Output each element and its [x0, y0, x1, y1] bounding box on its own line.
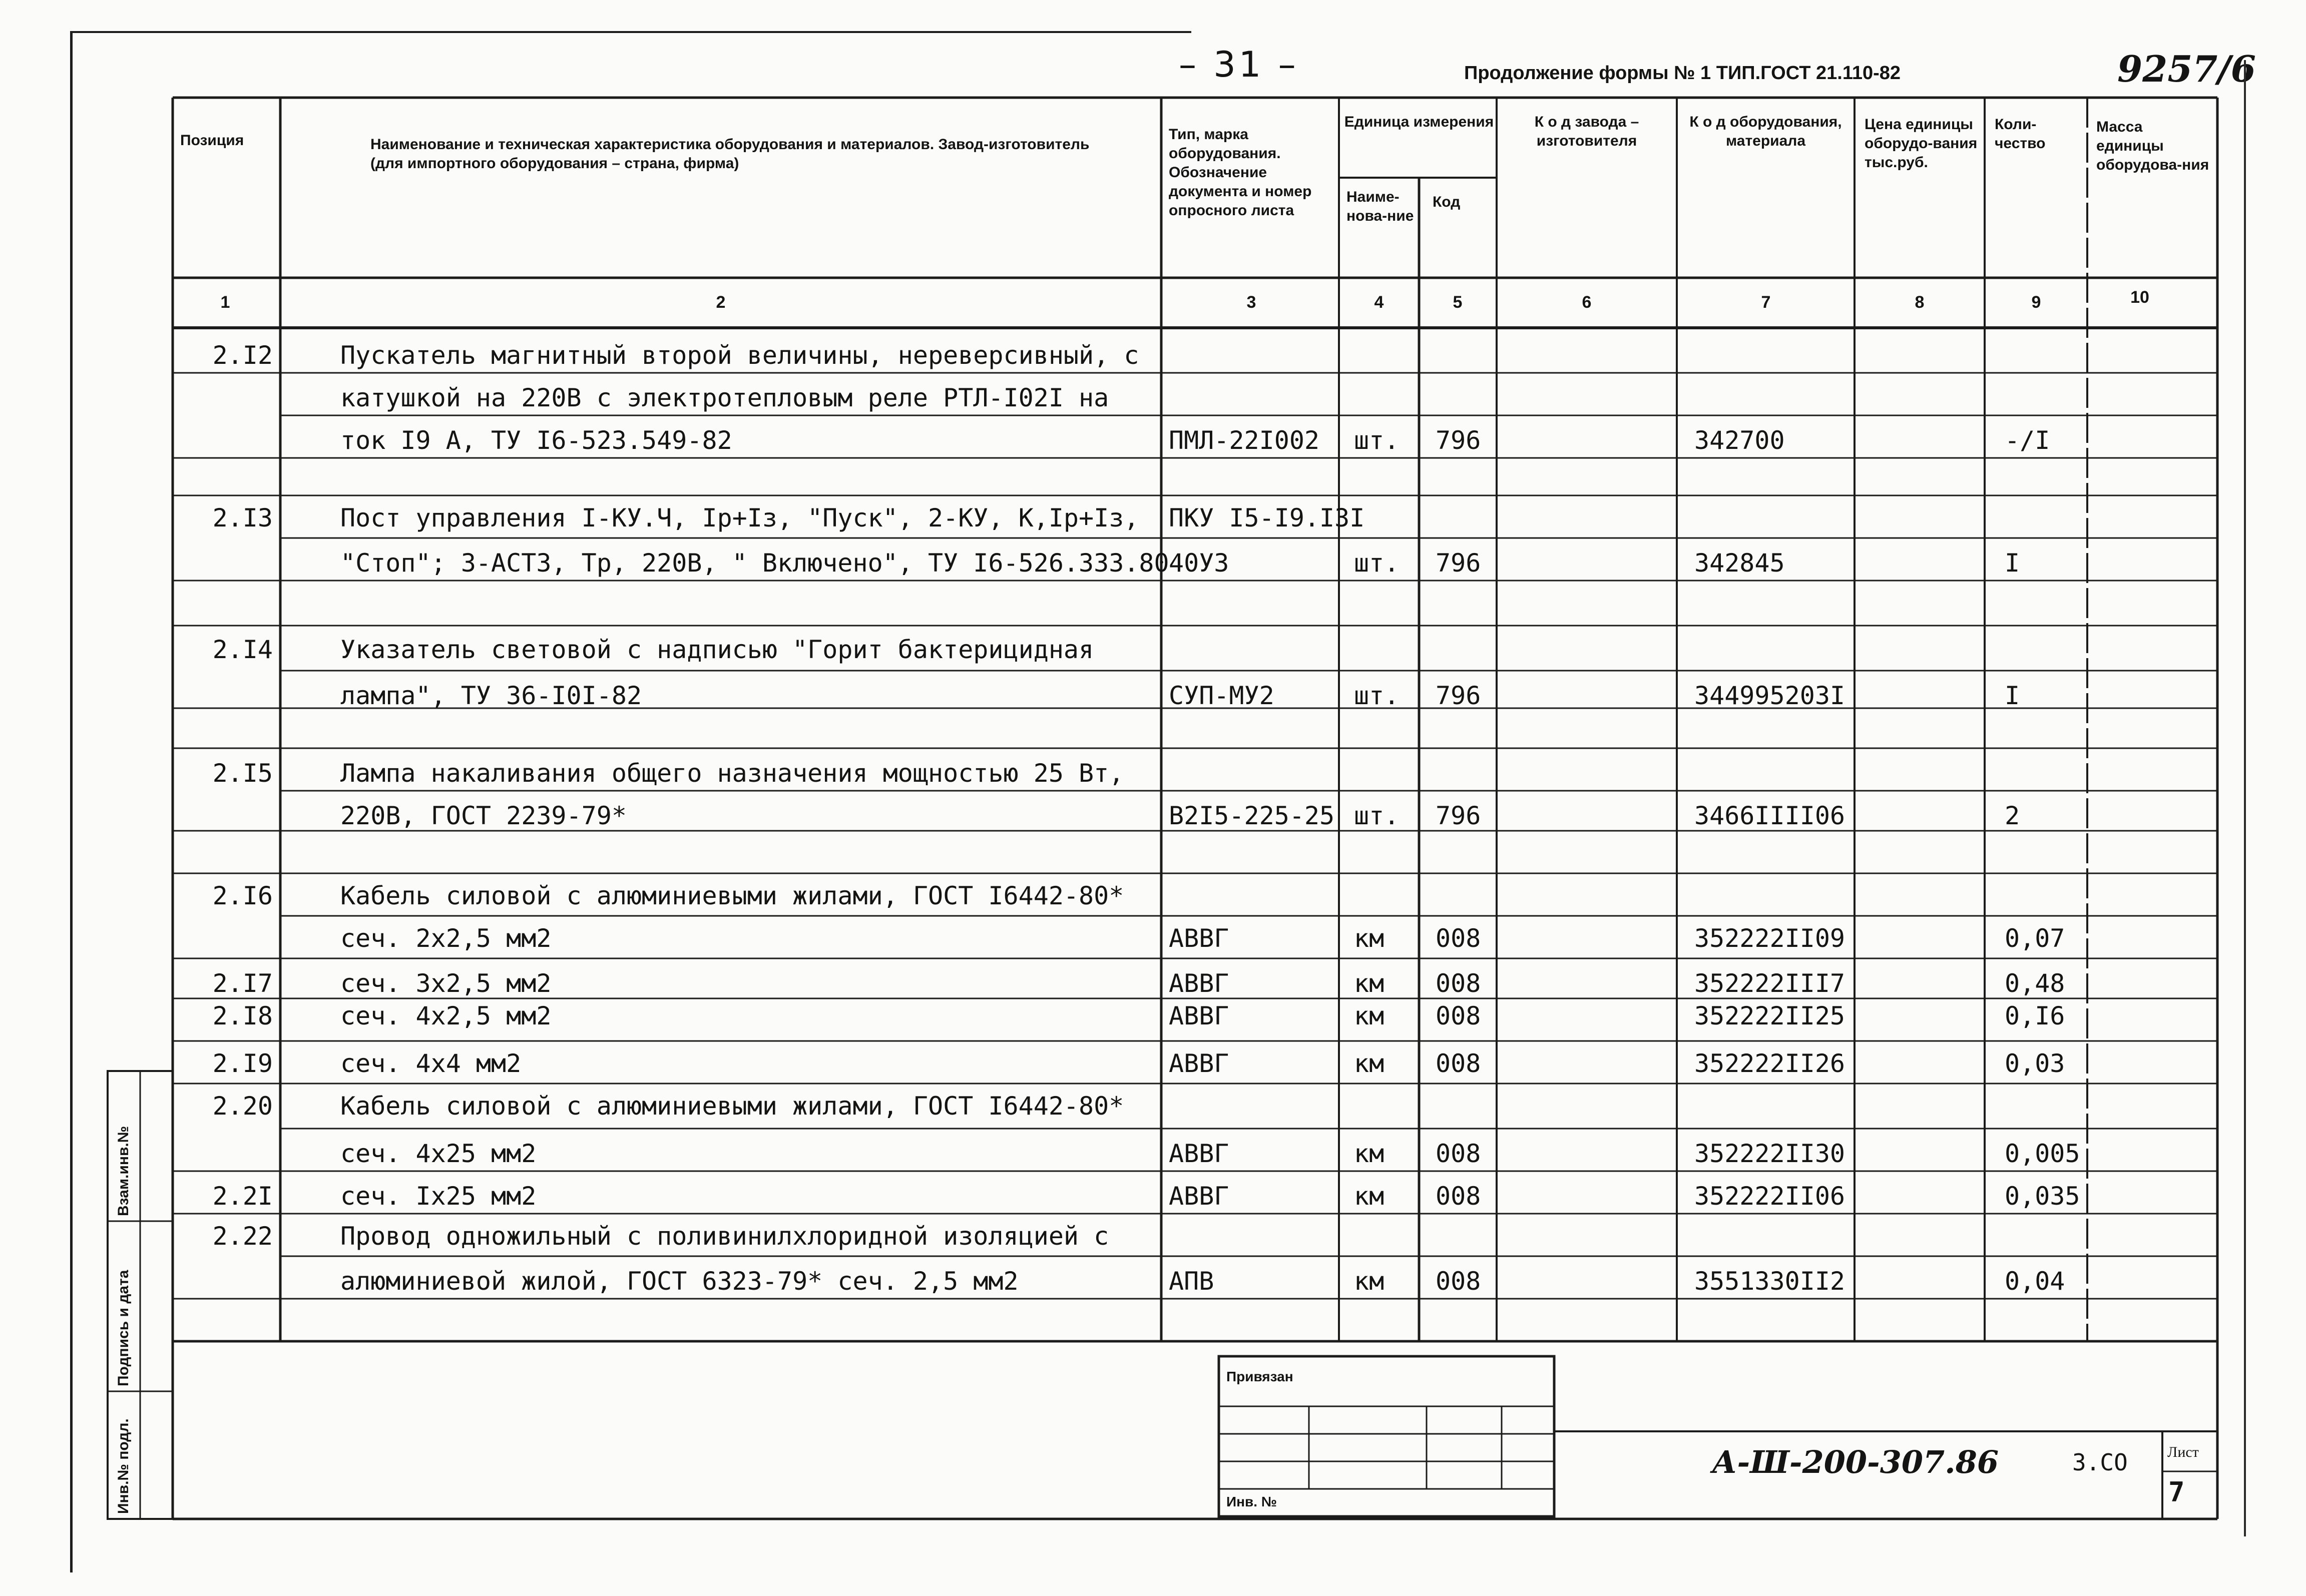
row-material-code: 344995203I [1694, 681, 1846, 710]
row-material-code: 352222II06 [1694, 1182, 1846, 1211]
row-unit-code: 796 [1436, 549, 1481, 578]
column-number: 5 [1453, 293, 1463, 312]
header-position: Позиция [180, 132, 244, 149]
row-description: сеч. 2х2,5 мм2 [340, 924, 552, 953]
row-material-code: 3551330II2 [1694, 1267, 1846, 1296]
row-unit-code: 008 [1436, 1267, 1481, 1296]
column-number: 3 [1246, 293, 1256, 312]
stamp-sheet-label: Лист [2167, 1444, 2199, 1460]
row-position: 2.I3 [212, 503, 273, 533]
header-type: Тип, марка оборудования. Обозначение документа и номер опросного листа [1169, 126, 1312, 219]
row-unit-code: 008 [1436, 1001, 1481, 1030]
row-type-mark: АВВГ [1169, 1182, 1229, 1211]
row-description: "Стоп"; 3-АСТЗ, Тр, 220В, " Включено", ТУ I6-526.333.80 [340, 549, 1169, 578]
row-material-code: 3466IIII06 [1694, 801, 1846, 830]
row-type-mark: ПМЛ-22I002 [1169, 426, 1320, 455]
header-unit-code: Код [1433, 194, 1461, 210]
side-label-replacement-inv: Взам.инв.№ [115, 1126, 132, 1216]
row-description: Пускатель магнитный второй величины, нереверсивный, с [340, 341, 1139, 370]
row-unit-name: км [1354, 1139, 1385, 1168]
page-number: – 31 – [1179, 44, 1299, 85]
row-position: 2.I9 [212, 1049, 273, 1078]
row-position: 2.22 [212, 1222, 273, 1251]
row-unit-code: 008 [1436, 924, 1481, 953]
row-quantity: 0,07 [2005, 924, 2065, 953]
row-unit-name: км [1354, 1267, 1385, 1296]
row-quantity: I [2005, 681, 2020, 710]
row-quantity: 0,48 [2005, 969, 2065, 998]
row-description: Провод одножильный с поливинилхлоридной изоляцией с [340, 1222, 1109, 1251]
row-position: 2.2I [212, 1182, 273, 1211]
header-mass: Масса единицы оборудова-ния [2096, 119, 2209, 173]
row-type-mark: АВВГ [1169, 1001, 1229, 1030]
header-material-code: К о д оборудования, материала [1689, 114, 1842, 149]
row-unit-name: шт. [1354, 426, 1400, 455]
header-unit: Единица измерения [1344, 114, 1494, 130]
row-quantity: 0,005 [2005, 1139, 2080, 1168]
row-description: сеч. 4х25 мм2 [340, 1139, 537, 1168]
row-unit-code: 796 [1436, 801, 1481, 830]
row-unit-name: км [1354, 924, 1385, 953]
row-unit-code: 008 [1436, 969, 1481, 998]
row-type-mark: АВВГ [1169, 924, 1229, 953]
row-type-mark: СУП-МУ2 [1169, 681, 1274, 710]
row-description: алюминиевой жилой, ГОСТ 6323-79* сеч. 2,5 мм2 [340, 1267, 1019, 1296]
row-type-mark: АВВГ [1169, 1049, 1229, 1078]
stamp-inv-no: Инв. № [1226, 1494, 1277, 1509]
row-quantity: I [2005, 549, 2020, 578]
row-unit-name: км [1354, 969, 1385, 998]
row-quantity: 2 [2005, 801, 2020, 830]
row-description: ток I9 А, ТУ I6-523.549-82 [340, 426, 732, 455]
row-unit-name: шт. [1354, 681, 1400, 710]
side-label-signature-date: Подпись и дата [115, 1270, 132, 1386]
header-price: Цена единицы оборудо-вания тыс.руб. [1865, 116, 1978, 171]
row-description: Указатель световой с надписью "Горит бактерицидная [340, 635, 1094, 664]
row-type-mark: АВВГ [1169, 1139, 1229, 1168]
row-quantity: 0,I6 [2005, 1001, 2065, 1030]
column-number: 10 [2130, 288, 2149, 307]
row-description: сеч. Iх25 мм2 [340, 1182, 537, 1211]
row-position: 2.20 [212, 1092, 273, 1121]
row-description: сеч. 4х4 мм2 [340, 1049, 522, 1078]
stamp-sheet-number: 7 [2168, 1476, 2185, 1508]
header-quantity: Коли-чество [1995, 116, 2046, 152]
row-position: 2.I5 [212, 759, 273, 788]
row-unit-name: шт. [1354, 801, 1400, 830]
header-unit-name: Наиме-нова-ние [1346, 189, 1414, 224]
row-unit-code: 796 [1436, 681, 1481, 710]
side-label-original-inv: Инв.№ подл. [115, 1418, 132, 1514]
row-description: Лампа накаливания общего назначения мощностью 25 Вт, [340, 759, 1124, 788]
row-unit-name: км [1354, 1182, 1385, 1211]
row-unit-code: 796 [1436, 426, 1481, 455]
row-material-code: 352222III7 [1694, 969, 1846, 998]
row-description: Кабель силовой с алюминиевыми жилами, ГОСТ I6442-80* [340, 881, 1124, 910]
row-position: 2.I6 [212, 881, 273, 910]
row-unit-code: 008 [1436, 1182, 1481, 1211]
header-name: Наименование и техническая характеристика оборудования и материалов. Завод-изготовитель (для импортного оборудования – страна, фирма) [370, 136, 1090, 172]
row-material-code: 352222II25 [1694, 1001, 1846, 1030]
row-type-mark: В2I5-225-25 [1169, 801, 1335, 830]
row-type-mark: 40УЗ [1169, 549, 1229, 578]
row-description: 220В, ГОСТ 2239-79* [340, 801, 627, 830]
form-title: Продолжение формы № 1 ТИП.ГОСТ 21.110-82 [1464, 63, 1901, 84]
row-position: 2.I7 [212, 969, 273, 998]
row-description: Пост управления I-КУ.Ч, Iр+Iз, "Пуск", 2-КУ, К,Iр+Iз, [340, 503, 1139, 533]
row-unit-code: 008 [1436, 1049, 1481, 1078]
row-type-mark: АПВ [1169, 1267, 1214, 1296]
row-position: 2.I8 [212, 1001, 273, 1030]
row-material-code: 352222II30 [1694, 1139, 1846, 1168]
column-number: 2 [716, 293, 726, 312]
row-unit-code: 008 [1436, 1139, 1481, 1168]
row-unit-name: км [1354, 1001, 1385, 1030]
row-description: Кабель силовой с алюминиевыми жилами, ГОСТ I6442-80* [340, 1092, 1124, 1121]
row-quantity: 0,03 [2005, 1049, 2065, 1078]
row-material-code: 342845 [1694, 549, 1785, 578]
column-number: 6 [1582, 293, 1592, 312]
column-number: 7 [1761, 293, 1771, 312]
row-description: сеч. 4х2,5 мм2 [340, 1001, 552, 1030]
row-unit-name: км [1354, 1049, 1385, 1078]
row-quantity: 0,035 [2005, 1182, 2080, 1211]
stamp-privyazan: Привязан [1226, 1369, 1293, 1384]
document-number: 9257/6 [2117, 48, 2256, 90]
row-material-code: 342700 [1694, 426, 1785, 455]
column-number: 9 [2031, 293, 2041, 312]
row-description: лампа", ТУ 36-I0I-82 [340, 681, 642, 710]
row-unit-name: шт. [1354, 549, 1400, 578]
stamp-version: 3.СО [2072, 1449, 2128, 1476]
stamp-document-code: А-Ш-200-307.86 [1712, 1444, 1999, 1480]
row-position: 2.I4 [212, 635, 273, 664]
header-factory-code: К о д завода – изготовителя [1534, 114, 1639, 149]
row-material-code: 352222II26 [1694, 1049, 1846, 1078]
row-type-mark: ПКУ I5-I9.I3I [1169, 503, 1365, 533]
row-quantity: -/I [2005, 426, 2050, 455]
column-number: 1 [220, 293, 230, 312]
row-quantity: 0,04 [2005, 1267, 2065, 1296]
row-description: сеч. 3х2,5 мм2 [340, 969, 552, 998]
row-type-mark: АВВГ [1169, 969, 1229, 998]
column-number: 8 [1915, 293, 1925, 312]
row-description: катушкой на 220В с электротепловым реле РТЛ-I02I на [340, 383, 1109, 412]
row-position: 2.I2 [212, 341, 273, 370]
row-material-code: 352222II09 [1694, 924, 1846, 953]
column-number: 4 [1374, 293, 1384, 312]
